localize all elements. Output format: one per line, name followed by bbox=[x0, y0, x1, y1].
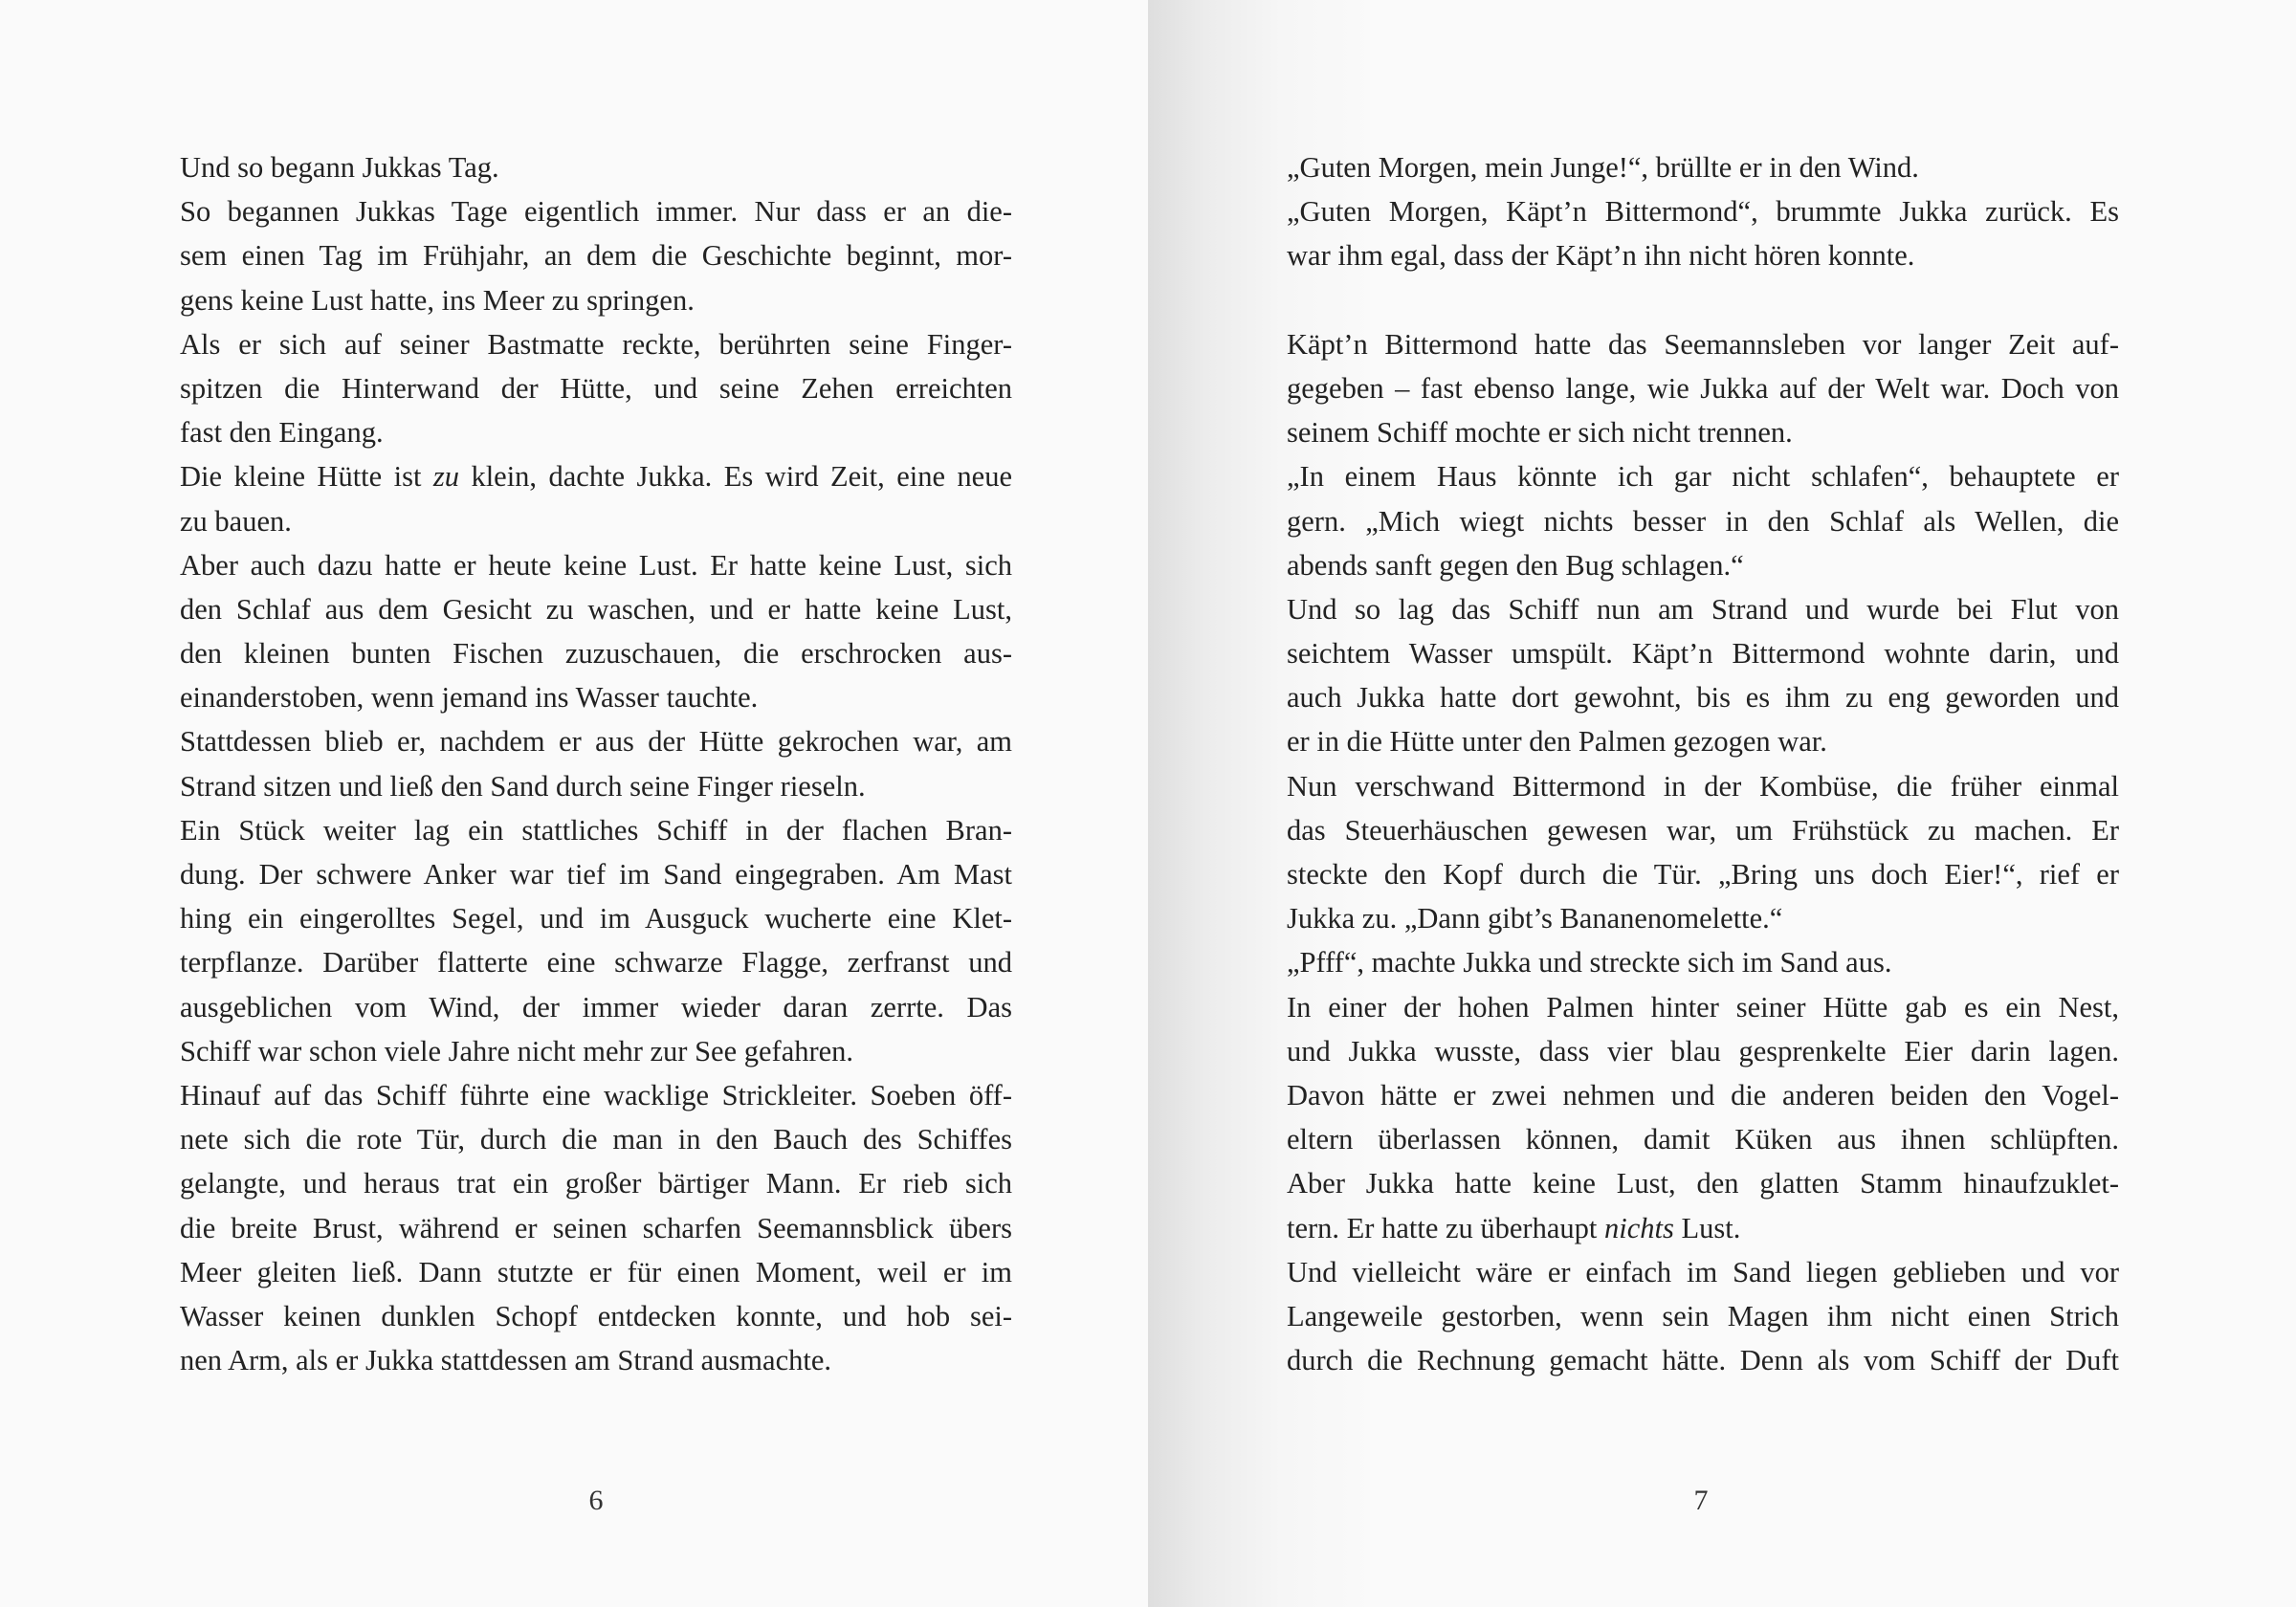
text-line: gens keine Lust hatte, ins Meer zu springen. bbox=[180, 283, 695, 317]
text-line: und Jukka wusste, dass vier blau gesprenkelte Eier darin lagen. bbox=[1287, 1034, 2119, 1068]
text-line-segment: klein, dachte Jukka. Es wird Zeit, eine neue bbox=[459, 460, 1013, 494]
text-line: ausgeblichen vom Wind, der immer wieder daran zerrte. Das bbox=[180, 990, 1012, 1024]
text-line: „Guten Morgen, mein Junge!“, brüllte er in den Wind. bbox=[1287, 151, 1919, 184]
text-line: „In einem Haus könnte ich gar nicht schlafen“, behauptete er bbox=[1287, 460, 2119, 494]
text-line: Aber auch dazu hatte er heute keine Lust. Er hatte keine Lust, sich bbox=[180, 548, 1012, 582]
text-line: Langeweile gestorben, wenn sein Magen ihm nicht einen Strich bbox=[1287, 1299, 2119, 1332]
text-line: Als er sich auf seiner Bastmatte reckte, berührten seine Finger- bbox=[180, 327, 1012, 361]
text-line: abends sanft gegen den Bug schlagen.“ bbox=[1287, 548, 1744, 582]
text-line: sem einen Tag im Frühjahr, an dem die Geschichte beginnt, mor- bbox=[180, 239, 1012, 273]
text-line: seichtem Wasser umspült. Käpt’n Bittermond wohnte darin, und bbox=[1287, 637, 2119, 671]
text-line: In einer der hohen Palmen hinter seiner Hütte gab es ein Nest, bbox=[1287, 990, 2119, 1024]
text-line: Strand sitzen und ließ den Sand durch seine Finger rieseln. bbox=[180, 769, 866, 803]
text-line: Nun verschwand Bittermond in der Kombüse, die früher einmal bbox=[1287, 769, 2119, 803]
text-line: gegeben – fast ebenso lange, wie Jukka auf der Welt war. Doch von bbox=[1287, 371, 2119, 405]
text-line: dung. Der schwere Anker war tief im Sand eingegraben. Am Mast bbox=[180, 858, 1012, 891]
blank-line bbox=[1287, 278, 2119, 322]
text-line: gern. „Mich wiegt nichts besser in den Schlaf als Wellen, die bbox=[1287, 504, 2119, 538]
text-line: die breite Brust, während er seinen scharfen Seemannsblick übers bbox=[180, 1211, 1012, 1244]
text-line: zu bauen. bbox=[180, 504, 292, 538]
text-line: So begannen Jukkas Tage eigentlich immer. Nur dass er an die- bbox=[180, 195, 1012, 229]
text-line: eltern überlassen können, damit Küken aus ihnen schlüpften. bbox=[1287, 1123, 2119, 1156]
text-line: spitzen die Hinterwand der Hütte, und seine Zehen erreichten bbox=[180, 371, 1012, 405]
text-line: Stattdessen blieb er, nachdem er aus der Hütte gekrochen war, am bbox=[180, 725, 1012, 759]
text-line: steckte den Kopf durch die Tür. „Bring uns doch Eier!“, rief er bbox=[1287, 858, 2119, 891]
text-line: Ein Stück weiter lag ein stattliches Schiff in der flachen Bran- bbox=[180, 813, 1012, 847]
right-page-number: 7 bbox=[1693, 1485, 1709, 1516]
text-line: durch die Rechnung gemacht hätte. Denn als vom Schiff der Duft bbox=[1287, 1344, 2119, 1377]
text-line bbox=[1287, 1206, 2119, 1250]
emphasized-word: zu bbox=[432, 460, 460, 494]
text-line: Und vielleicht wäre er einfach im Sand liegen geblieben und vor bbox=[1287, 1255, 2119, 1288]
text-line: seinem Schiff mochte er sich nicht trennen. bbox=[1287, 416, 1793, 450]
text-line: „Pfff“, machte Jukka und streckte sich im Sand aus. bbox=[1287, 946, 1892, 980]
left-page-text bbox=[180, 145, 1012, 1382]
text-line-segment: Die kleine Hütte ist bbox=[180, 460, 433, 494]
text-line: gelangte, und heraus trat ein großer bärtiger Mann. Er rieb sich bbox=[180, 1167, 1012, 1200]
text-line: Meer gleiten ließ. Dann stutzte er für einen Moment, weil er im bbox=[180, 1255, 1012, 1288]
text-line: Hinauf auf das Schiff führte eine wacklige Strickleiter. Soeben öff- bbox=[180, 1078, 1012, 1112]
text-line: Wasser keinen dunklen Schopf entdecken konnte, und hob sei- bbox=[180, 1299, 1012, 1332]
text-line: nen Arm, als er Jukka stattdessen am Strand ausmachte. bbox=[180, 1344, 831, 1377]
text-line-segment: tern. Er hatte zu überhaupt bbox=[1287, 1211, 1604, 1244]
text-line: terpflanze. Darüber flatterte eine schwarze Flagge, zerfranst und bbox=[180, 946, 1012, 980]
text-line: das Steuerhäuschen gewesen war, um Frühstück zu machen. Er bbox=[1287, 813, 2119, 847]
text-line: Davon hätte er zwei nehmen und die anderen beiden den Vogel- bbox=[1287, 1078, 2119, 1112]
text-line: auch Jukka hatte dort gewohnt, bis es ihm zu eng geworden und bbox=[1287, 681, 2119, 715]
text-line: war ihm egal, dass der Käpt’n ihn nicht hören konnte. bbox=[1287, 239, 1915, 273]
text-line: hing ein eingerolltes Segel, und im Ausguck wucherte eine Klet- bbox=[180, 902, 1012, 936]
text-line: Und so lag das Schiff nun am Strand und wurde bei Flut von bbox=[1287, 592, 2119, 626]
right-page-text bbox=[1287, 145, 2119, 1382]
text-line: Schiff war schon viele Jahre nicht mehr zur See gefahren. bbox=[180, 1034, 854, 1068]
text-line: nete sich die rote Tür, durch die man in den Bauch des Schiffes bbox=[180, 1123, 1012, 1156]
right-page bbox=[1148, 0, 2296, 1607]
text-line-segment: Lust. bbox=[1673, 1211, 1741, 1244]
text-line: „Guten Morgen, Käpt’n Bittermond“, brummte Jukka zurück. Es bbox=[1287, 195, 2119, 229]
text-line: den kleinen bunten Fischen zuzuschauen, die erschrocken aus- bbox=[180, 637, 1012, 671]
text-line: Aber Jukka hatte keine Lust, den glatten Stamm hinaufzuklet- bbox=[1287, 1167, 2119, 1200]
text-line: Käpt’n Bittermond hatte das Seemannsleben vor langer Zeit auf- bbox=[1287, 327, 2119, 361]
text-line bbox=[180, 454, 1012, 498]
text-line: einanderstoben, wenn jemand ins Wasser tauchte. bbox=[180, 681, 759, 715]
text-line: Jukka zu. „Dann gibt’s Bananenomelette.“ bbox=[1287, 902, 1783, 936]
text-line: er in die Hütte unter den Palmen gezogen war. bbox=[1287, 725, 1827, 759]
emphasized-word: nichts bbox=[1603, 1211, 1674, 1244]
text-line: den Schlaf aus dem Gesicht zu waschen, und er hatte keine Lust, bbox=[180, 592, 1012, 626]
text-line: Und so begann Jukkas Tag. bbox=[180, 151, 499, 184]
left-page-number: 6 bbox=[588, 1485, 604, 1516]
text-line: fast den Eingang. bbox=[180, 416, 384, 450]
